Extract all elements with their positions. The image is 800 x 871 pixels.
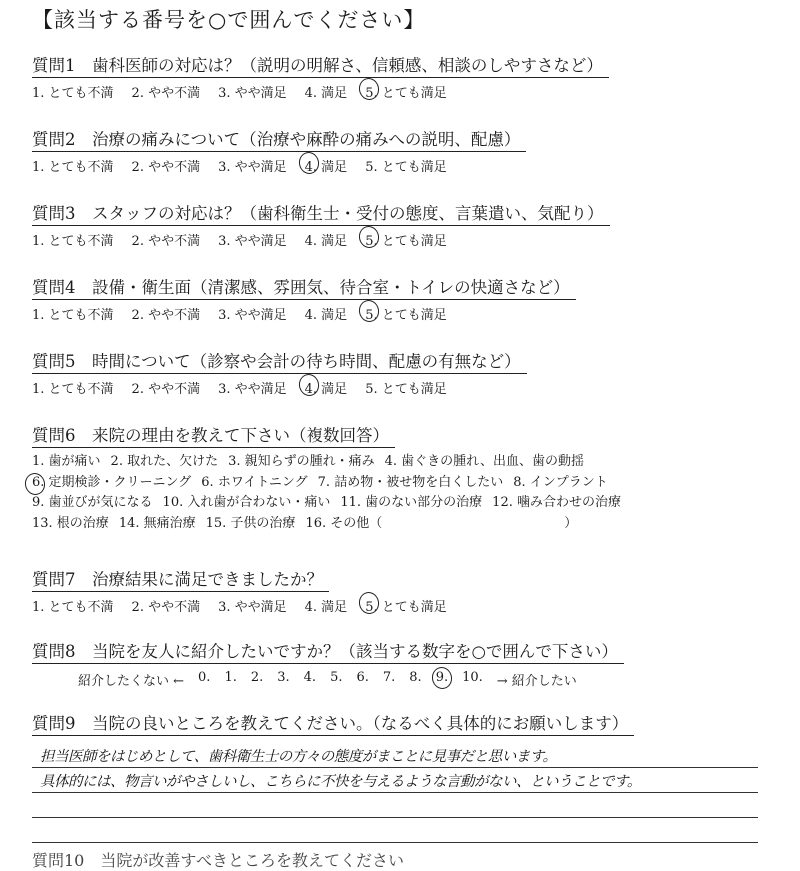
option-list: [32, 156, 526, 175]
reason-option[interactable]: 8. インプラント: [513, 474, 608, 490]
scale-option[interactable]: 3.: [277, 670, 290, 685]
question-title: 質問1 歯科医師の対応は？（説明の明解さ、信頼感、相談のしやすさなど）: [32, 52, 609, 78]
option-selected[interactable]: 4. 満足: [305, 156, 348, 175]
option[interactable]: 2. やや不満: [131, 308, 201, 323]
option-list: [32, 304, 576, 323]
question-title: 質問3 スタッフの対応は？（歯科衛生士・受付の態度、言葉遣い、気配り）: [32, 200, 610, 226]
question-title: 質問4 設備・衛生面（清潔感、雰囲気、待合室・トイレの快適さなど）: [32, 274, 576, 300]
reason-option[interactable]: 11. 歯のない部分の治療: [340, 495, 483, 510]
scale-option[interactable]: 8.: [409, 670, 422, 685]
option-selected[interactable]: 4. 満足: [305, 378, 348, 397]
scale-option[interactable]: 2.: [250, 670, 264, 685]
option[interactable]: 4. 満足: [304, 308, 348, 323]
question-4: [32, 274, 576, 323]
reason-option[interactable]: 15. 子供の治療: [205, 515, 296, 531]
reason-option[interactable]: 1. 歯が痛い: [32, 454, 101, 469]
question-6: [32, 422, 631, 534]
reason-option-selected[interactable]: 6. 定期検診・クリーニング: [32, 473, 191, 494]
answer-line: [32, 793, 758, 818]
option[interactable]: 3. やや満足: [218, 160, 287, 175]
answer-line: [32, 768, 758, 793]
scale-option[interactable]: 0.: [198, 670, 211, 685]
question-2: [32, 126, 526, 175]
reason-option[interactable]: 9. 歯並びが気になる: [32, 495, 153, 510]
reason-option[interactable]: 10. 入れ歯が合わない・痛い: [162, 495, 331, 510]
scale-label-low: 紹介したくない ←: [78, 674, 185, 689]
recommend-scale: [78, 670, 624, 689]
reason-option[interactable]: 3. 親知らずの腫れ・痛み: [228, 454, 375, 469]
question-8: [32, 638, 624, 689]
option[interactable]: 4. 満足: [304, 234, 348, 249]
option-selected[interactable]: 5. とても満足: [365, 304, 447, 323]
scale-option-selected[interactable]: 9.: [436, 670, 448, 689]
question-title: 質問5 時間について（診察や会計の待ち時間、配慮の有無など）: [32, 348, 527, 374]
option[interactable]: 3. やや満足: [218, 308, 287, 323]
option[interactable]: 1. とても不満: [32, 382, 114, 397]
question-3: [32, 200, 610, 249]
scale-option[interactable]: 1.: [224, 670, 237, 685]
reason-option[interactable]: 2. 取れた、欠けた: [110, 454, 219, 469]
option[interactable]: 1. とても不満: [32, 86, 114, 101]
handwritten-answer: 具体的には、物言いがやさしいし、こちらに不快を与えるような言動がない、ということです。: [40, 774, 641, 790]
question-1: [32, 52, 609, 101]
option[interactable]: 3. やや満足: [218, 234, 287, 249]
option[interactable]: 2. やや不満: [131, 86, 201, 101]
option[interactable]: 1. とても不満: [32, 234, 114, 249]
question-title: 質問2 治療の痛みについて（治療や麻酔の痛みへの説明、配慮）: [32, 126, 526, 152]
option[interactable]: 1. とても不満: [32, 160, 114, 175]
option[interactable]: 4. 満足: [304, 600, 348, 615]
question-title: 質問9 当院の良いところを教えてください。（なるべく具体的にお願いします）: [32, 710, 634, 736]
option[interactable]: 3. やや満足: [218, 382, 287, 397]
option[interactable]: 1. とても不満: [32, 600, 114, 615]
question-7: [32, 566, 465, 615]
reason-option-other[interactable]: 16. その他（ ）: [305, 515, 578, 531]
option-list: [32, 82, 609, 101]
option[interactable]: 3. やや満足: [218, 86, 287, 101]
option-selected[interactable]: 5. とても満足: [365, 230, 447, 249]
scale-option[interactable]: 4.: [303, 670, 317, 685]
reason-option[interactable]: 12. 噛み合わせの治療: [492, 495, 621, 510]
question-5: [32, 348, 527, 397]
scale-option[interactable]: 5.: [330, 670, 343, 685]
next-question-cutoff: 質問10 当院が改善すべきところを教えてください: [32, 851, 405, 870]
option-selected[interactable]: 5. とても満足: [365, 596, 447, 615]
question-title: 質問6 来院の理由を教えて下さい（複数回答）: [32, 422, 395, 448]
option[interactable]: 3. やや満足: [218, 600, 287, 615]
option[interactable]: 2. やや不満: [131, 600, 201, 615]
reason-option[interactable]: 13. 根の治療: [32, 515, 109, 531]
option[interactable]: 2. やや不満: [131, 382, 201, 397]
option-list: [32, 378, 527, 397]
scale-option[interactable]: 6.: [356, 670, 369, 685]
handwritten-answer: 担当医師をはじめとして、歯科衛生士の方々の態度がまことに見事だと思います。: [40, 749, 557, 765]
scale-label-high: → 紹介したい: [496, 674, 577, 689]
form-header: 【該当する番号を○で囲んでください】: [32, 8, 426, 32]
scale-option[interactable]: 10.: [462, 670, 483, 685]
question-9: [32, 710, 634, 736]
reason-option[interactable]: 7. 詰め物・被せ物を白くしたい: [317, 474, 504, 490]
option-list: [32, 230, 610, 249]
option[interactable]: 1. とても不満: [32, 308, 114, 323]
answer-line: [32, 743, 758, 768]
option[interactable]: 2. やや不満: [131, 160, 201, 175]
answer-lines[interactable]: [32, 743, 758, 843]
option[interactable]: 5. とても満足: [365, 160, 447, 175]
scale-option[interactable]: 7.: [382, 670, 396, 685]
question-title: 質問7 治療結果に満足できましたか？: [32, 566, 329, 592]
option-list: [32, 596, 465, 615]
option[interactable]: 5. とても満足: [365, 382, 447, 397]
option[interactable]: 4. 満足: [304, 86, 348, 101]
reason-option[interactable]: 4. 歯ぐきの腫れ、出血、歯の動揺: [384, 454, 584, 469]
answer-line: [32, 818, 758, 843]
reason-list: [32, 452, 631, 534]
option[interactable]: 2. やや不満: [131, 234, 201, 249]
reason-option[interactable]: 14. 無痛治療: [118, 515, 196, 531]
question-title: 質問8 当院を友人に紹介したいですか？（該当する数字を○で囲んで下さい）: [32, 638, 624, 664]
reason-option[interactable]: 6. ホワイトニング: [201, 474, 308, 490]
option-selected[interactable]: 5. とても満足: [365, 82, 447, 101]
